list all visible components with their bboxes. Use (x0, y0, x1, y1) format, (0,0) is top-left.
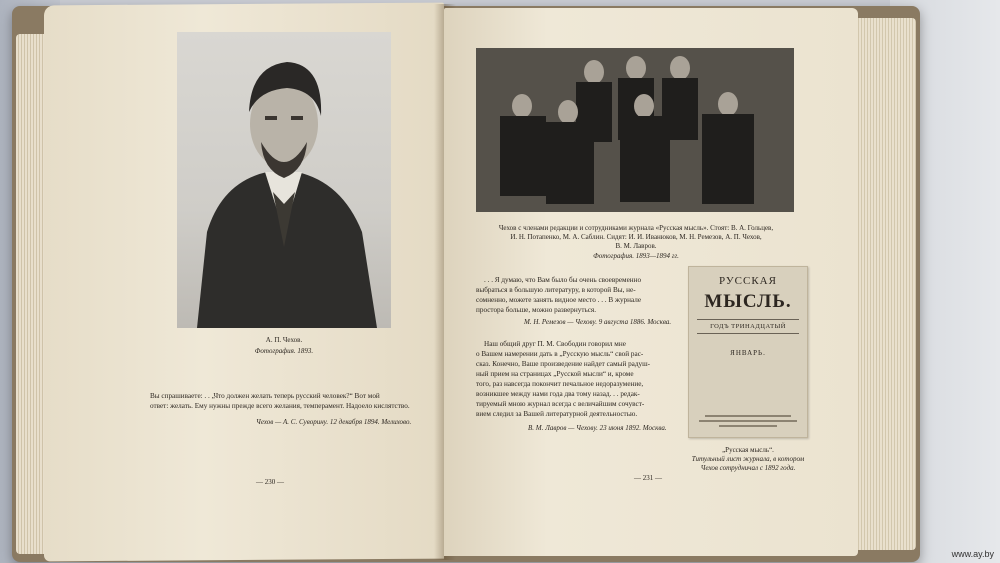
quote2-line-6: возникшее между нами года два тому назад. . . редак- (476, 390, 640, 398)
page-number-right: — 231 — (634, 474, 662, 482)
cover-month: ЯНВАРЬ. (730, 349, 766, 357)
watermark: www.ay.by (951, 549, 994, 559)
cover-caption-line-3: Чехов сотрудничал с 1892 года. (700, 464, 796, 472)
portrait-drawing (177, 32, 391, 328)
quote1-line-3: сомненно, можете занять видное место . . . В журнале (476, 296, 642, 304)
group-caption-line-2: И. Н. Потапенко, М. А. Саблин. Сидят: И. И. Иванюков, М. Н. Ремезов, А. П. Чехов, (510, 233, 762, 241)
quote1-line-1: . . . Я думаю, что Вам было бы очень своевременно (484, 276, 642, 284)
page-stack-right (856, 18, 916, 550)
quote2-source: В. М. Лавров — Чехову. 23 июня 1892. Москва. (528, 424, 667, 432)
cover-year-line: ГОДЪ ТРИНАДЦАТЫЙ (710, 323, 786, 330)
cover-rule-bottom (697, 333, 799, 334)
quote1-line-4: простора больше, можно развернуться. (476, 306, 597, 314)
group-subcaption: Фотография. 1893—1894 гг. (593, 252, 679, 260)
group-caption-line-1: Чехов с членами редакции и сотрудниками журнала «Русская мысль». Стоят: В. А. Гольцев, (498, 224, 774, 232)
quote-line-1: Вы спрашиваете: . . „Что должен желать теперь русский человек?“ Вот мой (150, 392, 380, 400)
quote2-line-7: тируемый мною журнал всегда с величайшим сочувст- (476, 400, 645, 408)
cover-title-main: МЫСЛЬ. (704, 291, 792, 312)
quote2-line-3: сказ. Конечно, Ваше произведение найдет самый радуш- (476, 360, 651, 368)
cover-imprint-line-1 (705, 415, 791, 417)
portrait-subcaption: Фотография. 1893. (254, 347, 314, 355)
quote1-source: М. Н. Ремезов — Чехову. 9 августа 1886. Москва. (524, 318, 672, 326)
cover-caption-line-2: Титульный лист журнала, в котором (691, 455, 805, 463)
editorial-group-photo (476, 48, 794, 212)
chekhov-portrait-photo (177, 32, 391, 328)
group-caption-line-3: В. М. Лавров. (615, 242, 657, 250)
page-number-left: — 230 — (256, 478, 284, 486)
cover-imprint-line-2 (699, 420, 797, 422)
quote-source: Чехов — А. С. Суворину. 12 декабря 1894. Мелихово. (256, 418, 412, 426)
journal-cover-image (688, 266, 808, 438)
quote2-line-8: вием следил за Вашей литературной деятельностью. (476, 410, 638, 418)
cover-title-top: РУССКАЯ (719, 275, 777, 287)
cover-imprint-line-3 (719, 425, 777, 427)
cover-rule-top (697, 319, 799, 320)
quote2-line-2: о Вашем намерении дать в „Русскую мысль“ свой рас- (476, 350, 644, 358)
portrait-caption: А. П. Чехов. (265, 336, 303, 344)
group-drawing (476, 48, 794, 212)
quote2-line-1: Наш общий друг П. М. Свободин говорил мне (484, 340, 626, 348)
quote1-line-2: выбраться в большую литературу, в которой Вы, не- (476, 286, 636, 294)
quote-line-2: ответ: желать. Ему нужны прежде всего желания, темперамент. Надоело кислятство. (150, 402, 410, 410)
quote2-line-4: ный прием на страницах „Русской мысли“ и, кроме (476, 370, 634, 378)
cover-caption-line-1: „Русская мысль“. (722, 446, 774, 454)
quote2-line-5: того, раз навсегда покончит печальное недоразумение, (476, 380, 644, 388)
